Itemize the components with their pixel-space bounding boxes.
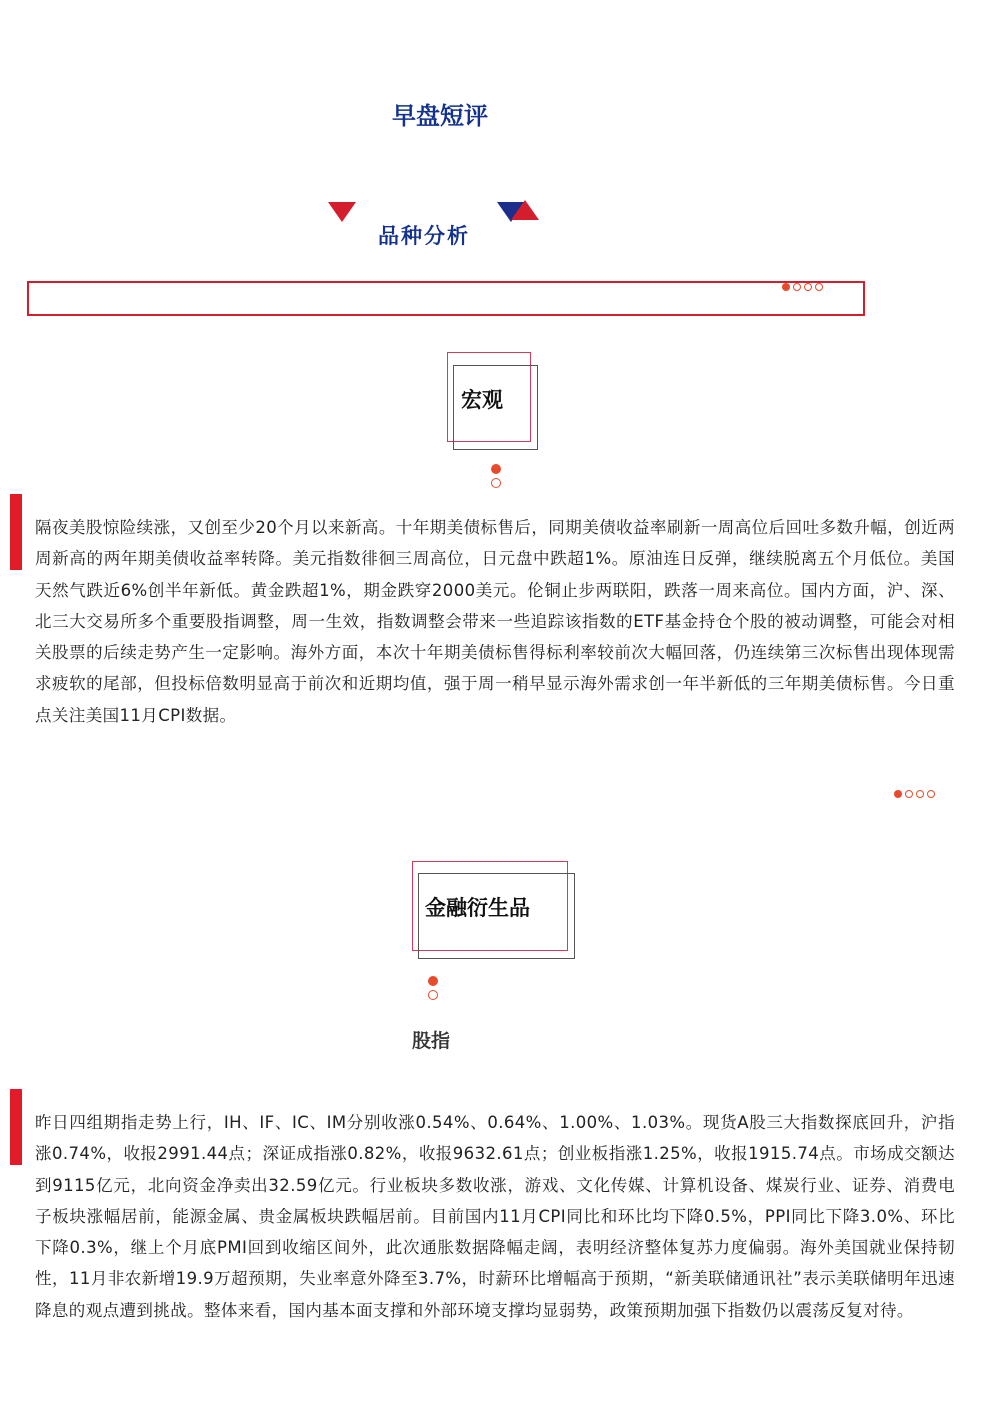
dot-filled-icon <box>491 464 501 474</box>
dot-hollow-icon <box>815 283 823 291</box>
dot-hollow-icon <box>916 790 924 798</box>
banner-dots-icon <box>782 283 823 291</box>
section-dots-icon <box>894 790 935 798</box>
dot-filled-icon <box>428 976 438 986</box>
index-futures-subheading: 股指 <box>412 1030 451 1052</box>
derivatives-accent-bar <box>10 1089 22 1165</box>
macro-heading: 宏观 <box>461 388 503 412</box>
derivatives-paragraph: 昨日四组期指走势上行，IH、IF、IC、IM分别收涨0.54%、0.64%、1.00%、1.03%。现货A股三大指数探底回升，沪指涨0.74%，收报2991.44点；深证成指涨0.82%，收报9632.61点；创业板指涨1.25%，收报1915.74点。市场成交额达到9115亿元，北向资金净卖出32.59亿元。行业板块多数收涨，游戏、文化传媒、计算机设备、煤炭行业、证券、消费电子板块涨幅居前，能源金属、贵金属板块跌幅居前。目前国内11月CPI同比和环比均下降0.5%，PPI同比下降3.0%、环比下降0.3%，继上个月底PMI回到收缩区间外，此次通胀数据降幅走阔，表明经济整体复苏力度偏弱。海外美国就业保持韧性，11月非农新增19.9万超预期，失业率意外降至3.7%，时薪环比增幅高于预期，“新美联储通讯社”表示美联储明年迅速降息的观点遭到挑战。整体来看，国内基本面支撑和外部环境支撑均显弱势，政策预期加强下指数仍以震荡反复对待。 <box>35 1113 955 1320</box>
dot-hollow-icon <box>428 990 438 1000</box>
section-heading: 品种分析 <box>378 224 470 248</box>
red-triangle-decoration-left <box>328 202 356 222</box>
macro-paragraph: 隔夜美股惊险续涨，又创至少20个月以来新高。十年期美债标售后，同期美债收益率刷新一周高位后回吐多数升幅，创近两周新高的两年期美债收益率转降。美元指数徘徊三周高位，日元盘中跌超1%。原油连日反弹，继续脱离五个月低位。美国天然气跌近6%创半年新低。黄金跌超1%，期金跌穿2000美元。伦铜止步两联阳，跌落一周来高位。国内方面，沪、深、北三大交易所多个重要股指调整，周一生效，指数调整会带来一些追踪该指数的ETF基金持仓个股的被动调整，可能会对相关股票的后续走势产生一定影响。海外方面，本次十年期美债标售得标利率较前次大幅回落，仍连续第三次标售出现体现需求疲软的尾部，但投标倍数明显高于前次和近期均值，强于周一稍早显示海外需求创一年半新低的三年期美债标售。今日重点关注美国11月CPI数据。 <box>35 518 955 725</box>
dot-hollow-icon <box>491 478 501 488</box>
derivatives-heading: 金融衍生品 <box>425 896 530 920</box>
dot-filled-icon <box>894 790 902 798</box>
document-title: 早盘短评 <box>392 102 488 130</box>
section-banner-frame <box>27 281 865 316</box>
dot-hollow-icon <box>804 283 812 291</box>
red-triangle-decoration-right <box>511 200 539 220</box>
dot-hollow-icon <box>905 790 913 798</box>
dot-hollow-icon <box>793 283 801 291</box>
macro-accent-bar <box>10 494 22 570</box>
dot-filled-icon <box>782 283 790 291</box>
dot-hollow-icon <box>927 790 935 798</box>
